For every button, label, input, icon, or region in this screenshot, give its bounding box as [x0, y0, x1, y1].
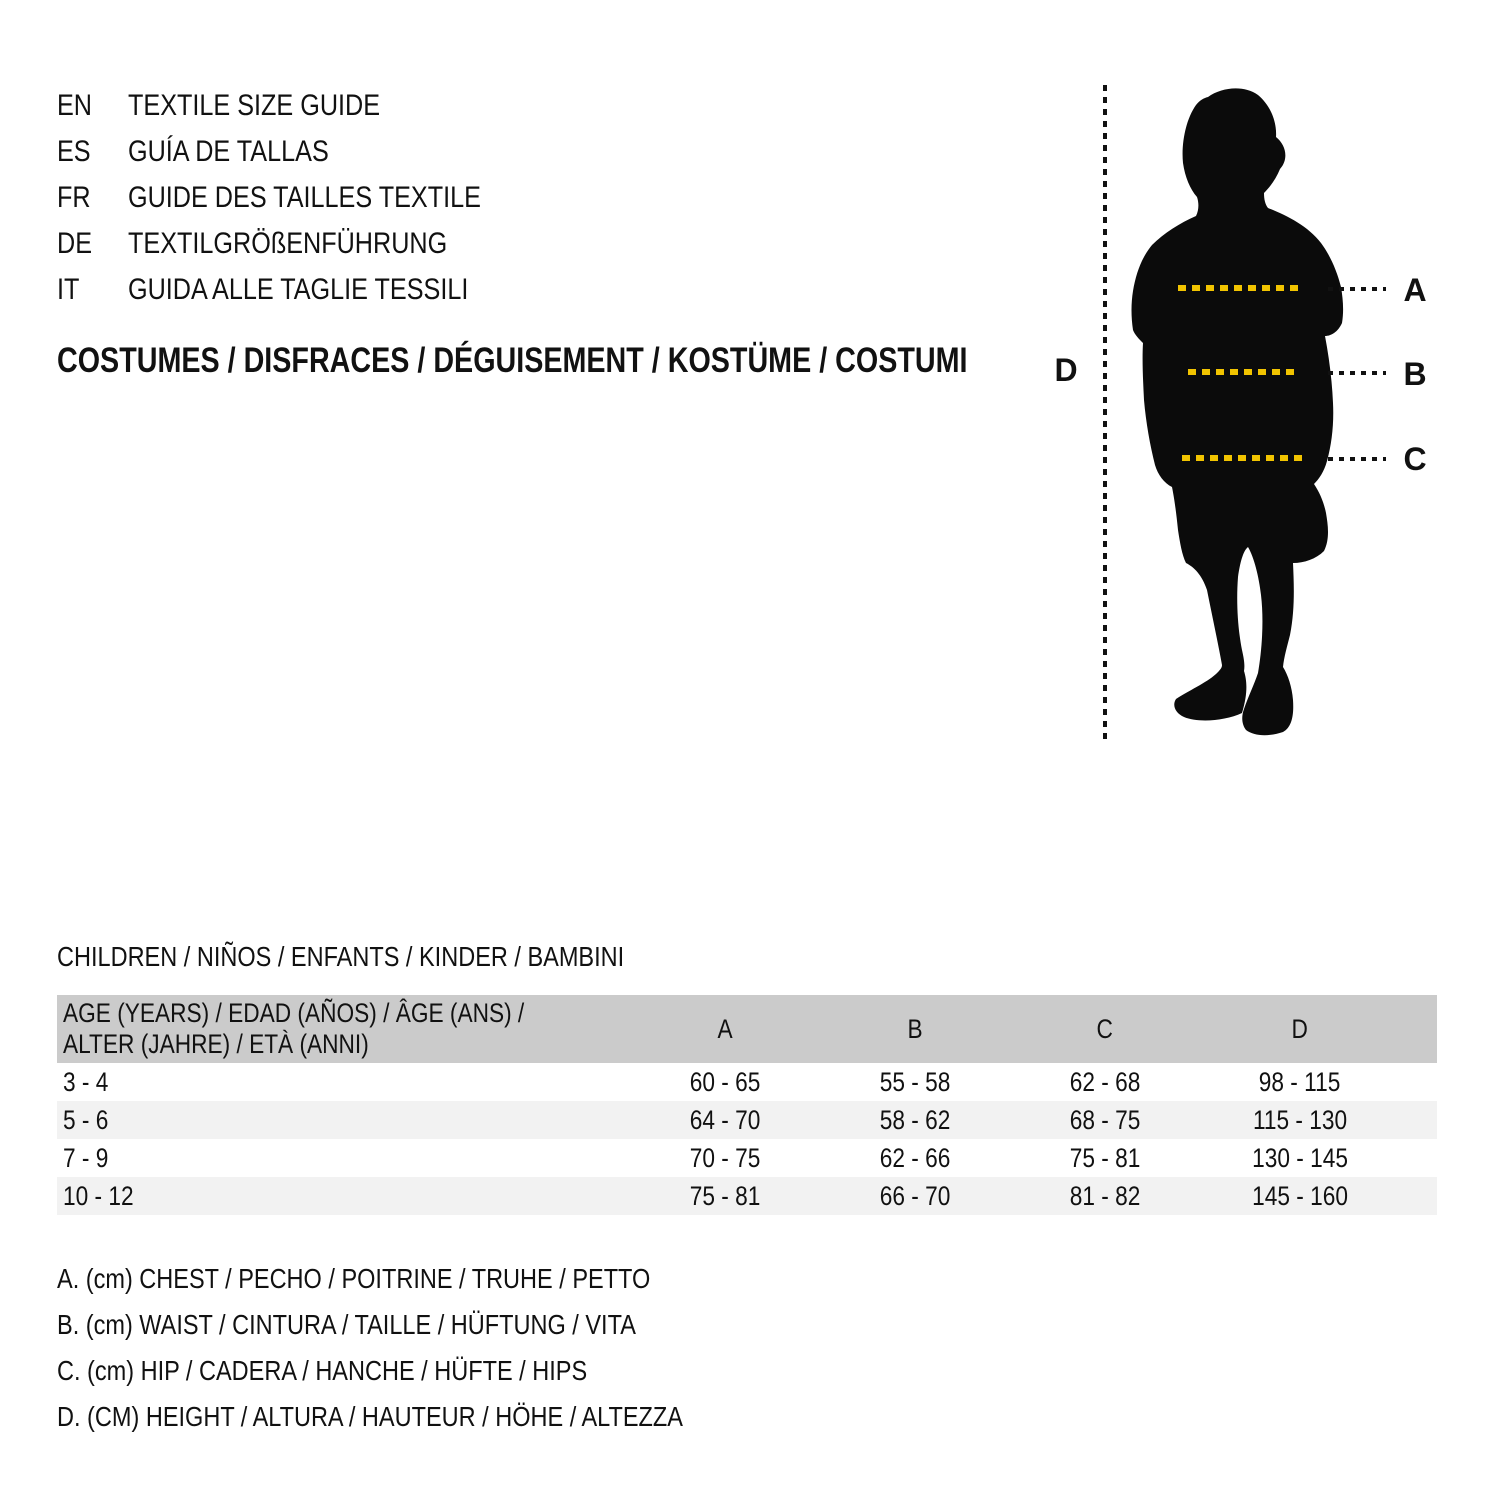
language-code: IT [57, 273, 80, 306]
language-label: GUIDE DES TAILLES TEXTILE [128, 181, 481, 214]
measurement-legend [57, 1256, 802, 1440]
table-header-row [57, 995, 1437, 1063]
measure-label-c: C [1403, 441, 1427, 477]
chest-cell: 64 - 70 [689, 1104, 761, 1135]
chest-leader-dotted-line [1328, 287, 1386, 291]
hip-cell: 68 - 75 [1069, 1104, 1141, 1135]
height-label-d: D [1054, 352, 1078, 388]
table-row [57, 1101, 1437, 1139]
age-cell: 5 - 6 [63, 1104, 109, 1135]
language-code: DE [57, 227, 93, 260]
language-row-es [57, 129, 548, 175]
legend-height: D. (CM) HEIGHT / ALTURA / HAUTEUR / HÖHE / ALTEZZA [57, 1401, 683, 1432]
age-column-header: AGE (YEARS) / EDAD (AÑOS) / ÂGE (ANS) / ALTER (JAHRE) / ETÀ (ANNI) [57, 995, 630, 1063]
measure-label-a: A [1403, 272, 1427, 308]
language-label: TEXTILE SIZE GUIDE [128, 89, 381, 122]
hip-measure-line [1182, 455, 1305, 461]
chest-cell: 60 - 65 [689, 1066, 761, 1097]
category-title: COSTUMES / DISFRACES / DÉGUISEMENT / KOSTÜME / COSTUMI [57, 341, 968, 380]
legend-hip: C. (cm) HIP / CADERA / HANCHE / HÜFTE / HIPS [57, 1355, 588, 1386]
yellow-dashed-line [1178, 285, 1300, 291]
language-code: EN [57, 89, 93, 122]
legend-chest: A. (cm) CHEST / PECHO / POITRINE / TRUHE / PETTO [57, 1263, 651, 1294]
yellow-dashed-line [1188, 369, 1298, 375]
waist-measure-line [1188, 369, 1298, 375]
size-table-header [57, 995, 1437, 1063]
language-label: TEXTILGRÖßENFÜHRUNG [128, 227, 448, 260]
age-cell: 3 - 4 [63, 1066, 109, 1097]
language-list [57, 83, 548, 313]
waist-cell: 55 - 58 [879, 1066, 951, 1097]
child-silhouette-icon [1130, 85, 1346, 745]
waist-cell: 58 - 62 [879, 1104, 951, 1135]
waist-cell: 66 - 70 [879, 1180, 951, 1211]
size-table [57, 995, 1437, 1215]
table-row [57, 1139, 1437, 1177]
column-header-c: C [1010, 995, 1200, 1063]
language-row-fr [57, 175, 548, 221]
waist-leader-dotted-line [1328, 371, 1386, 375]
height-measure-dotted-line [1103, 85, 1107, 742]
yellow-dashed-line [1182, 455, 1305, 461]
height-cell: 130 - 145 [1252, 1142, 1348, 1173]
column-header-b: B [820, 995, 1010, 1063]
language-row-en [57, 83, 548, 129]
language-code: ES [57, 135, 91, 168]
column-header-d: D [1200, 995, 1437, 1063]
language-label: GUIDA ALLE TAGLIE TESSILI [128, 273, 469, 306]
age-cell: 10 - 12 [63, 1180, 134, 1211]
measure-label-b: B [1403, 356, 1427, 392]
chest-cell: 75 - 81 [689, 1180, 761, 1211]
hip-leader-dotted-line [1328, 457, 1386, 461]
age-cell: 7 - 9 [63, 1142, 109, 1173]
language-code: FR [57, 181, 91, 214]
table-row [57, 1177, 1437, 1215]
hip-cell: 62 - 68 [1069, 1066, 1141, 1097]
table-row [57, 1063, 1437, 1101]
legend-waist: B. (cm) WAIST / CINTURA / TAILLE / HÜFTUNG / VITA [57, 1309, 636, 1340]
column-header-a: A [630, 995, 820, 1063]
language-row-de [57, 221, 548, 267]
language-row-it [57, 267, 548, 313]
height-cell: 145 - 160 [1252, 1180, 1348, 1211]
height-cell: 98 - 115 [1259, 1066, 1341, 1097]
waist-cell: 62 - 66 [879, 1142, 951, 1173]
chest-cell: 70 - 75 [689, 1142, 761, 1173]
section-title-children: CHILDREN / NIÑOS / ENFANTS / KINDER / BAMBINI [57, 941, 625, 972]
height-cell: 115 - 130 [1252, 1104, 1348, 1135]
hip-cell: 75 - 81 [1069, 1142, 1141, 1173]
chest-measure-line [1178, 285, 1300, 291]
hip-cell: 81 - 82 [1069, 1180, 1141, 1211]
language-label: GUÍA DE TALLAS [128, 135, 329, 168]
